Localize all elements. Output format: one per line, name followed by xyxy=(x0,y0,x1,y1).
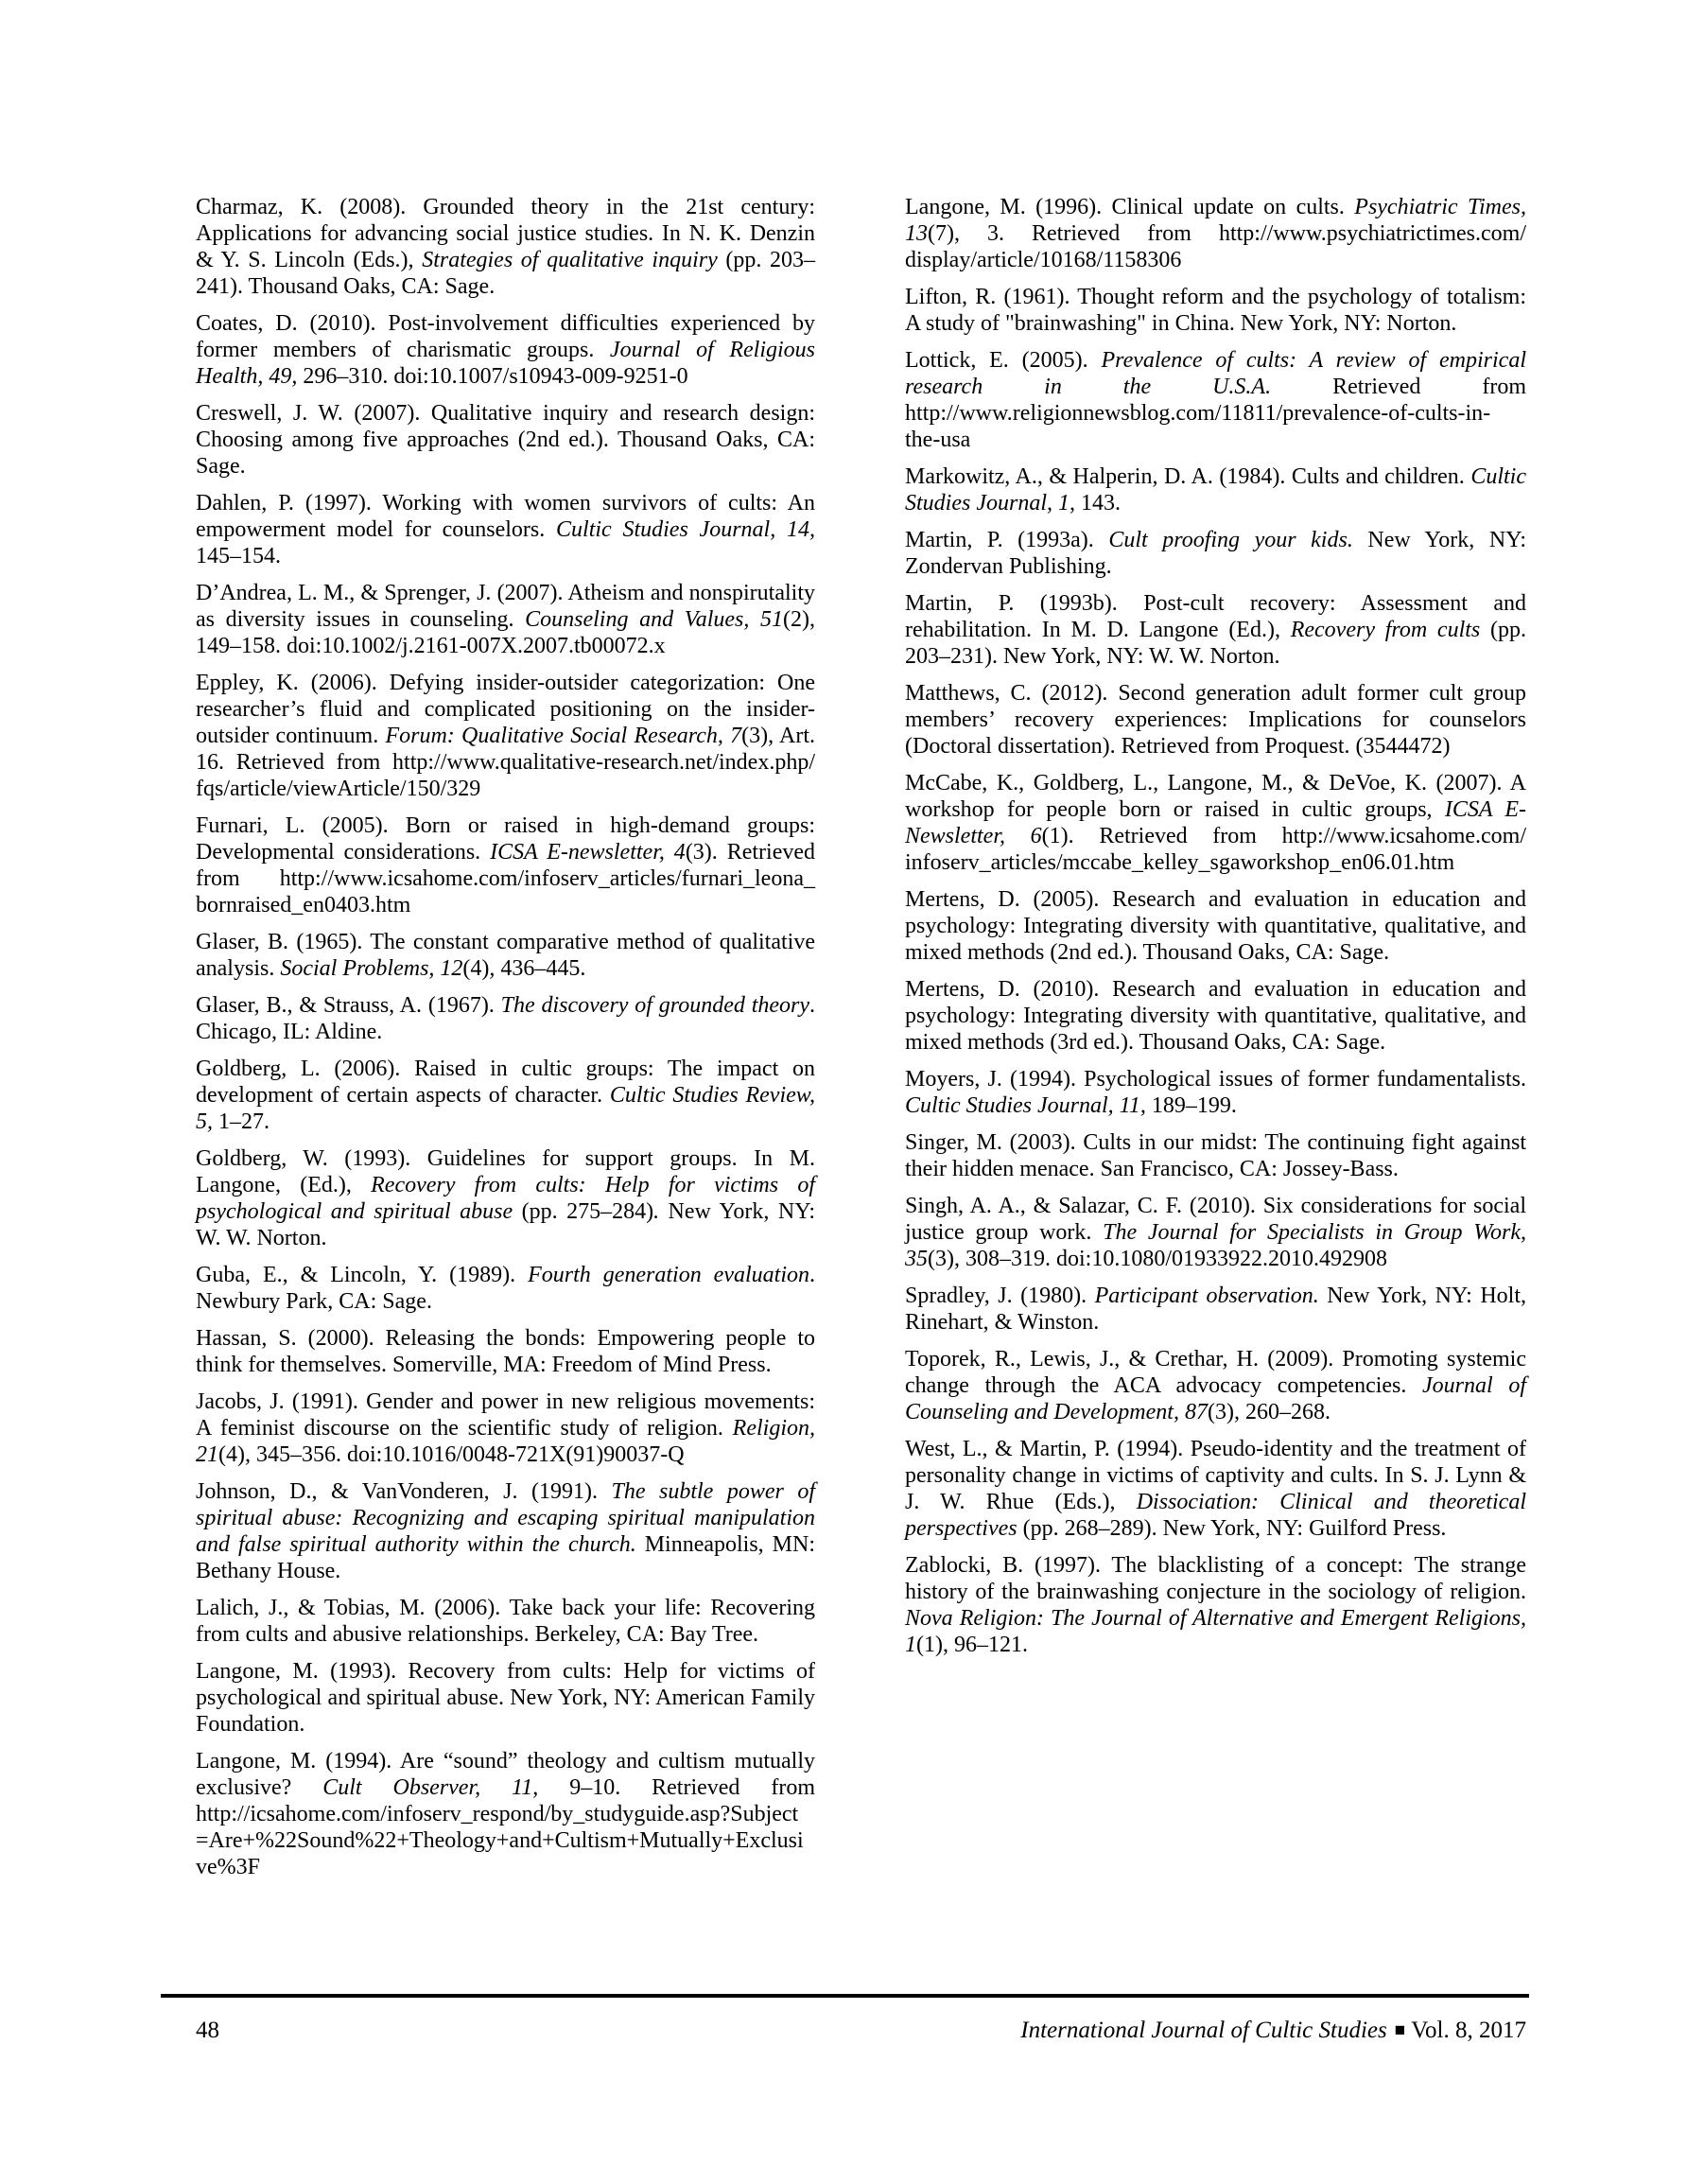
reference-entry: Matthews, C. (2012). Second generation adult former cult group members’ recovery experiences: Implications for counselors (Doctoral dissertation). Retrieved from Proquest. (3544472) xyxy=(905,681,1526,759)
reference-entry: Mertens, D. (2005). Research and evaluation in education and psychology: Integrating diversity with quantitative, qualitative, and mixed methods (2nd ed.). Thousand Oaks, CA: Sage. xyxy=(905,887,1526,965)
volume-info: Vol. 8, 2017 xyxy=(1411,2018,1526,2043)
reference-entry: Spradley, J. (1980). Participant observation. New York, NY: Holt, Rinehart, & Winston. xyxy=(905,1284,1526,1335)
reference-entry: Coates, D. (2010). Post-involvement difficulties experienced by former members of charismatic groups. Journal of Religious Health, 49, 296–310. doi:10.1007/s10943-009-9251-0 xyxy=(196,311,815,389)
reference-entry: Moyers, J. (1994). Psychological issues of former fundamentalists. Cultic Studies Journal, 11, 189–199. xyxy=(905,1067,1526,1118)
reference-entry: Hassan, S. (2000). Releasing the bonds: Empowering people to think for themselves. Somerville, MA: Freedom of Mind Press. xyxy=(196,1326,815,1377)
reference-entry: Mertens, D. (2010). Research and evaluation in education and psychology: Integrating diversity with quantitative, qualitative, and mixed methods (3rd ed.). Thousand Oaks, CA: Sage. xyxy=(905,977,1526,1055)
reference-entry: Jacobs, J. (1991). Gender and power in new religious movements: A feminist discourse on the scientific study of religion. Religion, 21(4), 345–356. doi:10.1016/0048-721X(91)90037-Q xyxy=(196,1389,815,1467)
reference-entry: Glaser, B. (1965). The constant comparative method of qualitative analysis. Social Problems, 12(4), 436–445. xyxy=(196,930,815,981)
reference-entry: Furnari, L. (2005). Born or raised in high-demand groups: Developmental considerations. ICSA E-newsletter, 4(3). Retrieved from http://www.icsahome.com/infoserv_articles/furnari_leona_ bornraised_en0403.htm xyxy=(196,813,816,917)
journal-footer xyxy=(1020,2017,1526,2045)
reference-entry: Guba, E., & Lincoln, Y. (1989). Fourth generation evaluation. Newbury Park, CA: Sage. xyxy=(196,1263,815,1314)
reference-entry: Singh, A. A., & Salazar, C. F. (2010). Six considerations for social justice group work. The Journal for Specialists in Group Work, 35(3), 308–319. doi:10.1080/01933922.2010.492908 xyxy=(905,1194,1526,1271)
reference-entry: Langone, M. (1993). Recovery from cults: Help for victims of psychological and spiritual abuse. New York, NY: American Family Foundation. xyxy=(196,1659,815,1737)
reference-entry: Johnson, D., & VanVonderen, J. (1991). The subtle power of spiritual abuse: Recognizing and escaping spiritual manipulation and false spiritual authority within the church. Minneapolis, MN: Bethany House. xyxy=(196,1479,816,1583)
reference-entry: Creswell, J. W. (2007). Qualitative inquiry and research design: Choosing among five approaches (2nd ed.). Thousand Oaks, CA: Sage. xyxy=(196,401,815,479)
reference-entry: Lalich, J., & Tobias, M. (2006). Take back your life: Recovering from cults and abusive relationships. Berkeley, CA: Bay Tree. xyxy=(196,1596,815,1647)
reference-entry: Langone, M. (1996). Clinical update on cults. Psychiatric Times, 13(7), 3. Retrieved from http://www.psychiatrictimes.com/ display/article/10168/1158306 xyxy=(905,195,1526,272)
reference-entry: Dahlen, P. (1997). Working with women survivors of cults: An empowerment model for counselors. Cultic Studies Journal, 14, 145–154. xyxy=(196,491,815,568)
reference-entry: Charmaz, K. (2008). Grounded theory in the 21st century: Applications for advancing social justice studies. In N. K. Denzin & Y. S. Lincoln (Eds.), Strategies of qualitative inquiry (pp. 203–241). Thousand Oaks, CA: Sage. xyxy=(196,195,815,299)
references-column-right xyxy=(905,194,1526,1669)
references-column-left xyxy=(196,194,815,1891)
reference-entry: Goldberg, W. (1993). Guidelines for support groups. In M. Langone, (Ed.), Recovery from cults: Help for victims of psychological and spiritual abuse (pp. 275–284). New York, NY: W. W. Norton. xyxy=(196,1146,815,1250)
reference-entry: Lifton, R. (1961). Thought reform and the psychology of totalism: A study of "brainwashing" in China. New York, NY: Norton. xyxy=(905,285,1526,336)
reference-entry: Goldberg, L. (2006). Raised in cultic groups: The impact on development of certain aspects of character. Cultic Studies Review, 5, 1–27. xyxy=(196,1057,815,1134)
reference-entry: Singer, M. (2003). Cults in our midst: The continuing fight against their hidden menace. San Francisco, CA: Jossey-Bass. xyxy=(905,1130,1526,1181)
page-number: 48 xyxy=(196,2018,219,2043)
footer-divider-rule xyxy=(161,1994,1529,1998)
reference-entry: Martin, P. (1993b). Post-cult recovery: Assessment and rehabilitation. In M. D. Langone (Ed.), Recovery from cults (pp. 203–231). New York, NY: W. W. Norton. xyxy=(905,591,1527,669)
reference-entry: Eppley, K. (2006). Defying insider-outsider categorization: One researcher’s fluid and complicated positioning on the insider-outsider continuum. Forum: Qualitative Social Research, 7(3), Art. 16. Retrieved from http://www.qualitative-research.net/index.php/ fqs/article/viewArticle/150/329 xyxy=(196,671,815,801)
reference-entry: D’Andrea, L. M., & Sprenger, J. (2007). Atheism and nonspirutality as diversity issues in counseling. Counseling and Values, 51(2), 149–158. doi:10.1002/j.2161-007X.2007.tb00072.x xyxy=(196,581,815,658)
reference-entry: Zablocki, B. (1997). The blacklisting of a concept: The strange history of the brainwashing conjecture in the sociology of religion. Nova Religion: The Journal of Alternative and Emergent Religions, 1(1), 96–121. xyxy=(905,1553,1526,1657)
reference-entry: Toporek, R., Lewis, J., & Crethar, H. (2009). Promoting systemic change through the ACA advocacy competencies. Journal of Counseling and Development, 87(3), 260–268. xyxy=(905,1347,1526,1424)
reference-entry: Lottick, E. (2005). Prevalence of cults: A review of empirical research in the U.S.A. Retrieved from http://www.religionnewsblog.com/11811/prevalence-of-cults-in- the-usa xyxy=(905,348,1526,452)
reference-entry: West, L., & Martin, P. (1994). Pseudo-identity and the treatment of personality change in victims of captivity and cults. In S. J. Lynn & J. W. Rhue (Eds.), Dissociation: Clinical and theoretical perspectives (pp. 268–289). New York, NY: Guilford Press. xyxy=(905,1437,1526,1541)
reference-entry: Martin, P. (1993a). Cult proofing your kids. New York, NY: Zondervan Publishing. xyxy=(905,528,1526,579)
reference-entry: Glaser, B., & Strauss, A. (1967). The discovery of grounded theory. Chicago, IL: Aldine. xyxy=(196,993,816,1044)
footer-separator-square: ■ xyxy=(1394,2020,1406,2040)
journal-title: International Journal of Cultic Studies xyxy=(1020,2018,1387,2043)
reference-entry: McCabe, K., Goldberg, L., Langone, M., & DeVoe, K. (2007). A workshop for people born or raised in cultic groups, ICSA E-Newsletter, 6(1). Retrieved from http://www.icsahome.com/ infoserv_articles/mccabe_kelley_sgaworkshop_en06.01.htm xyxy=(905,771,1527,875)
reference-entry: Langone, M. (1994). Are “sound” theology and cultism mutually exclusive? Cult Observer, 11, 9–10. Retrieved from http://icsahome.com/infoserv_respond/by_studyguide.asp?Subject =Are+%22Sound%22+Theology+and+Cultism+Mutually+Exclusi ve%3F xyxy=(196,1749,815,1879)
reference-entry: Markowitz, A., & Halperin, D. A. (1984). Cults and children. Cultic Studies Journal, 1, 143. xyxy=(905,464,1526,515)
